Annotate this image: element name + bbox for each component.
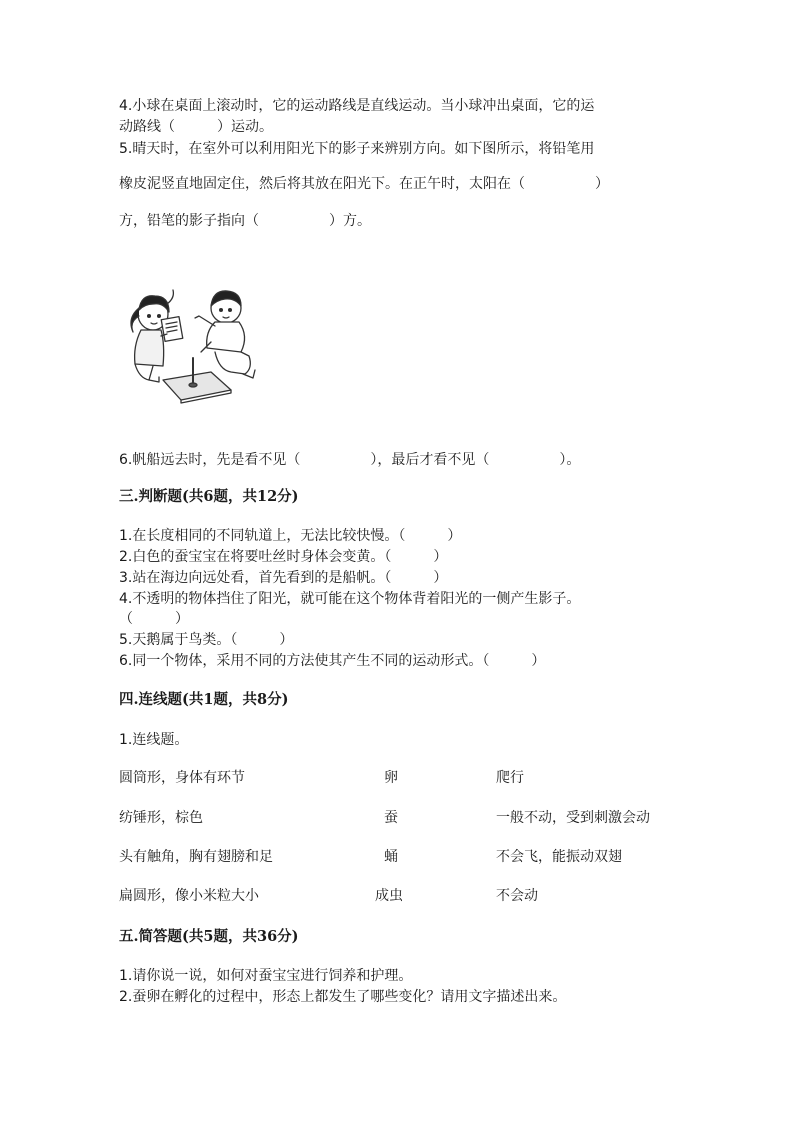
q4-line-1: 4.小球在桌面上滚动时，它的运动路线是直线运动。当小球冲出桌面，它的运 (119, 98, 595, 114)
short-answer-item-1: 1.请你说一说，如何对蚕宝宝进行饲养和护理。 (119, 968, 413, 984)
section-4-heading: 四.连线题(共1题，共8分) (119, 691, 289, 708)
q6-line: 6.帆船远去时，先是看不见（ ），最后才看不见（ ）。 (119, 452, 581, 468)
judge-item-4-bracket: （ ） (119, 611, 189, 627)
judge-item-1: 1.在长度相同的不同轨道上，无法比较快慢。（ ） (119, 528, 462, 544)
section-3-heading: 三.判断题(共6题，共12分) (119, 488, 299, 505)
matching-col3-item: 不会动 (496, 888, 538, 904)
matching-col2-item: 卵 (384, 770, 398, 786)
short-answer-item-2: 2.蚕卵在孵化的过程中，形态上都发生了哪些变化？请用文字描述出来。 (119, 989, 567, 1005)
judge-item-3: 3.站在海边向远处看，首先看到的是船帆。（ ） (119, 570, 448, 586)
matching-col1-item: 纺锤形，棕色 (119, 810, 203, 826)
judge-item-5: 5.天鹅属于鸟类。（ ） (119, 632, 294, 648)
matching-col1-item: 头有触角，胸有翅膀和足 (119, 849, 273, 865)
q5-line-1: 5.晴天时，在室外可以利用阳光下的影子来辨别方向。如下图所示，将铅笔用 (119, 141, 595, 157)
matching-col3-item: 一般不动，受到刺激会动 (496, 810, 650, 826)
judge-item-2: 2.白色的蚕宝宝在将要吐丝时身体会变黄。（ ） (119, 549, 448, 565)
matching-col2-item: 蚕 (384, 810, 398, 826)
children-shadow-experiment-illustration (119, 282, 261, 406)
matching-col3-item: 爬行 (496, 770, 524, 786)
matching-col3-item: 不会飞，能振动双翅 (496, 849, 622, 865)
q5-line-3: 方，铅笔的影子指向（ ）方。 (119, 213, 371, 229)
matching-col2-item: 蛹 (384, 849, 398, 865)
q5-line-2: 橡皮泥竖直地固定住，然后将其放在阳光下。在正午时，太阳在（ ） (119, 176, 609, 192)
matching-question: 1.连线题。 (119, 732, 189, 748)
q4-line-2: 动路线（ ）运动。 (119, 119, 273, 135)
matching-col2-item: 成虫 (375, 888, 403, 904)
judge-item-4: 4.不透明的物体挡住了阳光，就可能在这个物体背着阳光的一侧产生影子。 (119, 591, 581, 607)
matching-col1-item: 圆筒形，身体有环节 (119, 770, 245, 786)
matching-col1-item: 扁圆形，像小米粒大小 (119, 888, 259, 904)
judge-item-6: 6.同一个物体，采用不同的方法使其产生不同的运动形式。（ ） (119, 653, 546, 669)
section-5-heading: 五.简答题(共5题，共36分) (119, 928, 299, 945)
